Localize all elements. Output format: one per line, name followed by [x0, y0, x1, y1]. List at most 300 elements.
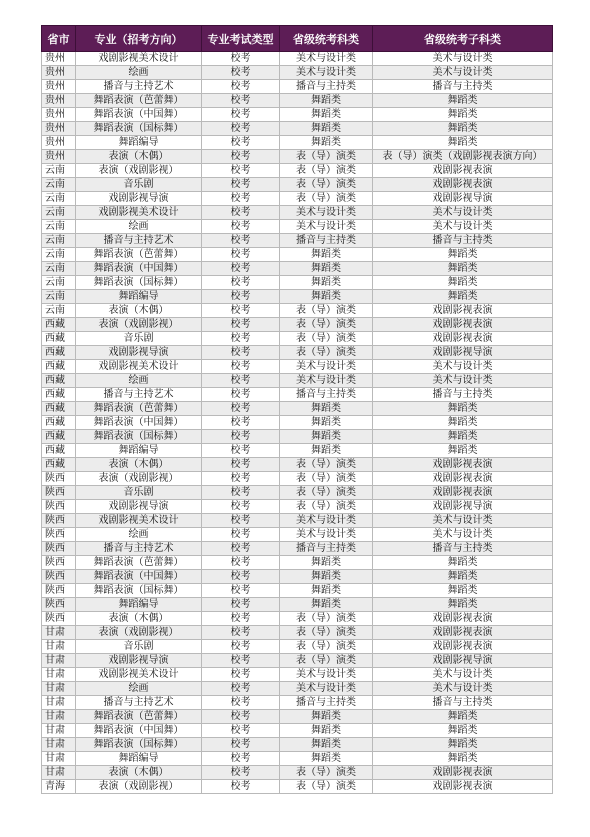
table-row [42, 458, 553, 472]
cell-exam-type: 校考 [202, 276, 280, 290]
table-row [42, 696, 553, 710]
cell-province: 西藏 [42, 458, 76, 472]
cell-province: 陕西 [42, 556, 76, 570]
cell-subcategory: 美术与设计类 [373, 52, 553, 66]
header-province: 省市 [42, 26, 76, 52]
cell-exam-type: 校考 [202, 458, 280, 472]
table-row [42, 556, 553, 570]
cell-category: 舞蹈类 [280, 570, 373, 584]
cell-province: 西藏 [42, 360, 76, 374]
cell-province: 西藏 [42, 388, 76, 402]
cell-province: 甘肃 [42, 766, 76, 780]
cell-exam-type: 校考 [202, 108, 280, 122]
cell-province: 西藏 [42, 346, 76, 360]
cell-province: 云南 [42, 206, 76, 220]
cell-category: 表（导）演类 [280, 612, 373, 626]
cell-exam-type: 校考 [202, 402, 280, 416]
cell-category: 舞蹈类 [280, 710, 373, 724]
cell-major: 舞蹈表演（中国舞） [76, 724, 202, 738]
cell-major: 舞蹈表演（国标舞） [76, 122, 202, 136]
cell-subcategory: 舞蹈类 [373, 136, 553, 150]
table-row [42, 752, 553, 766]
table-row [42, 542, 553, 556]
cell-province: 云南 [42, 262, 76, 276]
cell-major: 表演（戏剧影视） [76, 780, 202, 794]
cell-subcategory: 播音与主持类 [373, 542, 553, 556]
cell-exam-type: 校考 [202, 136, 280, 150]
cell-major: 戏剧影视美术设计 [76, 52, 202, 66]
cell-exam-type: 校考 [202, 556, 280, 570]
cell-subcategory: 美术与设计类 [373, 668, 553, 682]
table-row [42, 500, 553, 514]
cell-province: 甘肃 [42, 654, 76, 668]
cell-province: 贵州 [42, 80, 76, 94]
cell-subcategory: 舞蹈类 [373, 570, 553, 584]
cell-province: 西藏 [42, 402, 76, 416]
cell-province: 云南 [42, 192, 76, 206]
table-row [42, 584, 553, 598]
cell-province: 云南 [42, 220, 76, 234]
table-row [42, 528, 553, 542]
cell-major: 播音与主持艺术 [76, 542, 202, 556]
cell-category: 播音与主持类 [280, 234, 373, 248]
table-header [42, 26, 553, 52]
cell-major: 戏剧影视美术设计 [76, 206, 202, 220]
cell-subcategory: 舞蹈类 [373, 556, 553, 570]
cell-category: 表（导）演类 [280, 654, 373, 668]
cell-province: 云南 [42, 164, 76, 178]
cell-subcategory: 戏剧影视表演 [373, 318, 553, 332]
cell-province: 甘肃 [42, 738, 76, 752]
cell-subcategory: 播音与主持类 [373, 80, 553, 94]
cell-major: 表演（木偶） [76, 458, 202, 472]
table-row [42, 626, 553, 640]
cell-major: 表演（戏剧影视） [76, 318, 202, 332]
cell-subcategory: 播音与主持类 [373, 234, 553, 248]
cell-category: 美术与设计类 [280, 668, 373, 682]
table-row [42, 598, 553, 612]
cell-exam-type: 校考 [202, 122, 280, 136]
cell-major: 音乐剧 [76, 640, 202, 654]
cell-exam-type: 校考 [202, 500, 280, 514]
cell-province: 云南 [42, 234, 76, 248]
cell-category: 播音与主持类 [280, 388, 373, 402]
cell-major: 表演（木偶） [76, 150, 202, 164]
cell-major: 舞蹈编导 [76, 752, 202, 766]
table-row [42, 332, 553, 346]
cell-major: 舞蹈表演（中国舞） [76, 570, 202, 584]
cell-major: 戏剧影视美术设计 [76, 514, 202, 528]
cell-province: 陕西 [42, 598, 76, 612]
cell-subcategory: 戏剧影视导演 [373, 500, 553, 514]
cell-major: 表演（戏剧影视） [76, 472, 202, 486]
table-row [42, 654, 553, 668]
cell-major: 戏剧影视导演 [76, 346, 202, 360]
table-row [42, 66, 553, 80]
cell-province: 西藏 [42, 416, 76, 430]
cell-exam-type: 校考 [202, 332, 280, 346]
cell-major: 舞蹈编导 [76, 444, 202, 458]
cell-category: 表（导）演类 [280, 332, 373, 346]
cell-category: 美术与设计类 [280, 206, 373, 220]
cell-province: 西藏 [42, 332, 76, 346]
table-row [42, 388, 553, 402]
cell-major: 舞蹈编导 [76, 290, 202, 304]
cell-province: 贵州 [42, 122, 76, 136]
cell-subcategory: 美术与设计类 [373, 374, 553, 388]
cell-subcategory: 舞蹈类 [373, 430, 553, 444]
table-row [42, 416, 553, 430]
cell-province: 陕西 [42, 542, 76, 556]
cell-major: 舞蹈表演（国标舞） [76, 276, 202, 290]
cell-category: 表（导）演类 [280, 780, 373, 794]
cell-category: 舞蹈类 [280, 430, 373, 444]
cell-province: 西藏 [42, 318, 76, 332]
cell-province: 陕西 [42, 584, 76, 598]
table-row [42, 136, 553, 150]
cell-category: 舞蹈类 [280, 416, 373, 430]
table-row [42, 192, 553, 206]
cell-major: 戏剧影视导演 [76, 192, 202, 206]
table-row [42, 234, 553, 248]
table-row [42, 724, 553, 738]
cell-category: 舞蹈类 [280, 248, 373, 262]
cell-category: 舞蹈类 [280, 108, 373, 122]
cell-exam-type: 校考 [202, 738, 280, 752]
cell-exam-type: 校考 [202, 780, 280, 794]
cell-subcategory: 戏剧影视导演 [373, 654, 553, 668]
table-row [42, 570, 553, 584]
cell-exam-type: 校考 [202, 66, 280, 80]
cell-major: 播音与主持艺术 [76, 388, 202, 402]
table-row [42, 766, 553, 780]
cell-province: 陕西 [42, 570, 76, 584]
cell-major: 绘画 [76, 220, 202, 234]
table-row [42, 346, 553, 360]
cell-subcategory: 戏剧影视表演 [373, 164, 553, 178]
table-row [42, 402, 553, 416]
cell-category: 舞蹈类 [280, 598, 373, 612]
cell-exam-type: 校考 [202, 640, 280, 654]
cell-province: 贵州 [42, 108, 76, 122]
cell-exam-type: 校考 [202, 304, 280, 318]
cell-exam-type: 校考 [202, 94, 280, 108]
cell-exam-type: 校考 [202, 164, 280, 178]
cell-category: 表（导）演类 [280, 150, 373, 164]
cell-subcategory: 舞蹈类 [373, 262, 553, 276]
cell-exam-type: 校考 [202, 486, 280, 500]
cell-province: 陕西 [42, 528, 76, 542]
cell-category: 舞蹈类 [280, 94, 373, 108]
cell-exam-type: 校考 [202, 234, 280, 248]
cell-category: 表（导）演类 [280, 304, 373, 318]
cell-province: 甘肃 [42, 668, 76, 682]
cell-major: 绘画 [76, 66, 202, 80]
cell-major: 舞蹈表演（芭蕾舞） [76, 94, 202, 108]
cell-category: 美术与设计类 [280, 374, 373, 388]
cell-exam-type: 校考 [202, 752, 280, 766]
cell-subcategory: 戏剧影视表演 [373, 780, 553, 794]
cell-major: 戏剧影视导演 [76, 654, 202, 668]
cell-subcategory: 美术与设计类 [373, 66, 553, 80]
cell-exam-type: 校考 [202, 192, 280, 206]
cell-major: 音乐剧 [76, 178, 202, 192]
cell-subcategory: 舞蹈类 [373, 752, 553, 766]
cell-exam-type: 校考 [202, 416, 280, 430]
cell-exam-type: 校考 [202, 598, 280, 612]
cell-major: 戏剧影视导演 [76, 500, 202, 514]
table-row [42, 668, 553, 682]
cell-subcategory: 舞蹈类 [373, 402, 553, 416]
cell-subcategory: 播音与主持类 [373, 696, 553, 710]
cell-category: 舞蹈类 [280, 556, 373, 570]
cell-category: 表（导）演类 [280, 486, 373, 500]
cell-province: 青海 [42, 780, 76, 794]
cell-major: 戏剧影视美术设计 [76, 360, 202, 374]
cell-major: 舞蹈表演（芭蕾舞） [76, 556, 202, 570]
cell-category: 表（导）演类 [280, 178, 373, 192]
cell-category: 播音与主持类 [280, 80, 373, 94]
table-row [42, 248, 553, 262]
cell-exam-type: 校考 [202, 472, 280, 486]
cell-subcategory: 戏剧影视表演 [373, 626, 553, 640]
cell-exam-type: 校考 [202, 262, 280, 276]
cell-province: 云南 [42, 276, 76, 290]
cell-category: 舞蹈类 [280, 262, 373, 276]
cell-category: 美术与设计类 [280, 220, 373, 234]
cell-exam-type: 校考 [202, 178, 280, 192]
table-row [42, 304, 553, 318]
cell-major: 音乐剧 [76, 486, 202, 500]
cell-exam-type: 校考 [202, 220, 280, 234]
cell-exam-type: 校考 [202, 668, 280, 682]
cell-major: 舞蹈表演（国标舞） [76, 738, 202, 752]
cell-exam-type: 校考 [202, 388, 280, 402]
cell-major: 舞蹈编导 [76, 598, 202, 612]
cell-category: 表（导）演类 [280, 766, 373, 780]
cell-subcategory: 舞蹈类 [373, 122, 553, 136]
cell-category: 美术与设计类 [280, 528, 373, 542]
cell-major: 播音与主持艺术 [76, 80, 202, 94]
table-row [42, 52, 553, 66]
cell-subcategory: 舞蹈类 [373, 416, 553, 430]
table-row [42, 738, 553, 752]
cell-category: 表（导）演类 [280, 164, 373, 178]
cell-major: 播音与主持艺术 [76, 696, 202, 710]
cell-exam-type: 校考 [202, 626, 280, 640]
cell-province: 贵州 [42, 52, 76, 66]
cell-province: 西藏 [42, 430, 76, 444]
cell-province: 陕西 [42, 612, 76, 626]
cell-major: 舞蹈表演（芭蕾舞） [76, 402, 202, 416]
data-table [41, 25, 553, 794]
cell-major: 舞蹈表演（中国舞） [76, 416, 202, 430]
cell-exam-type: 校考 [202, 766, 280, 780]
table-body [42, 52, 553, 794]
cell-subcategory: 戏剧影视表演 [373, 766, 553, 780]
cell-province: 西藏 [42, 374, 76, 388]
header-row [42, 26, 553, 52]
cell-major: 绘画 [76, 682, 202, 696]
cell-category: 播音与主持类 [280, 696, 373, 710]
table-row [42, 94, 553, 108]
cell-major: 舞蹈表演（中国舞） [76, 262, 202, 276]
cell-subcategory: 戏剧影视表演 [373, 486, 553, 500]
cell-exam-type: 校考 [202, 430, 280, 444]
cell-subcategory: 戏剧影视导演 [373, 192, 553, 206]
cell-subcategory: 播音与主持类 [373, 388, 553, 402]
cell-province: 陕西 [42, 486, 76, 500]
cell-subcategory: 舞蹈类 [373, 710, 553, 724]
cell-province: 甘肃 [42, 640, 76, 654]
table-row [42, 80, 553, 94]
cell-major: 播音与主持艺术 [76, 234, 202, 248]
cell-category: 美术与设计类 [280, 514, 373, 528]
table-row [42, 472, 553, 486]
cell-major: 舞蹈表演（芭蕾舞） [76, 710, 202, 724]
cell-province: 甘肃 [42, 724, 76, 738]
cell-exam-type: 校考 [202, 612, 280, 626]
cell-category: 美术与设计类 [280, 682, 373, 696]
cell-province: 云南 [42, 290, 76, 304]
cell-major: 表演（木偶） [76, 766, 202, 780]
cell-exam-type: 校考 [202, 696, 280, 710]
cell-exam-type: 校考 [202, 514, 280, 528]
cell-category: 舞蹈类 [280, 584, 373, 598]
header-exam-type: 专业考试类型 [202, 26, 280, 52]
table-row [42, 444, 553, 458]
cell-subcategory: 舞蹈类 [373, 738, 553, 752]
cell-major: 音乐剧 [76, 332, 202, 346]
cell-exam-type: 校考 [202, 682, 280, 696]
table-row [42, 640, 553, 654]
cell-exam-type: 校考 [202, 290, 280, 304]
cell-category: 美术与设计类 [280, 66, 373, 80]
cell-major: 绘画 [76, 374, 202, 388]
table-row [42, 612, 553, 626]
cell-province: 甘肃 [42, 752, 76, 766]
cell-subcategory: 舞蹈类 [373, 276, 553, 290]
cell-major: 表演（木偶） [76, 612, 202, 626]
cell-exam-type: 校考 [202, 710, 280, 724]
cell-category: 舞蹈类 [280, 290, 373, 304]
table-row [42, 276, 553, 290]
cell-category: 表（导）演类 [280, 626, 373, 640]
cell-subcategory: 戏剧影视表演 [373, 640, 553, 654]
cell-category: 舞蹈类 [280, 724, 373, 738]
cell-subcategory: 舞蹈类 [373, 94, 553, 108]
header-major: 专业（招考方向） [76, 26, 202, 52]
cell-subcategory: 戏剧影视表演 [373, 472, 553, 486]
table-row [42, 360, 553, 374]
cell-province: 甘肃 [42, 696, 76, 710]
cell-exam-type: 校考 [202, 80, 280, 94]
cell-category: 表（导）演类 [280, 192, 373, 206]
cell-category: 表（导）演类 [280, 472, 373, 486]
table-row [42, 150, 553, 164]
cell-subcategory: 美术与设计类 [373, 528, 553, 542]
cell-subcategory: 美术与设计类 [373, 360, 553, 374]
cell-category: 舞蹈类 [280, 738, 373, 752]
table-row [42, 318, 553, 332]
cell-exam-type: 校考 [202, 248, 280, 262]
cell-subcategory: 舞蹈类 [373, 584, 553, 598]
cell-subcategory: 表（导）演类（戏剧影视表演方向） [373, 150, 553, 164]
cell-subcategory: 戏剧影视表演 [373, 304, 553, 318]
table-row [42, 710, 553, 724]
cell-category: 舞蹈类 [280, 122, 373, 136]
cell-exam-type: 校考 [202, 360, 280, 374]
cell-province: 贵州 [42, 150, 76, 164]
table-row [42, 430, 553, 444]
cell-major: 舞蹈表演（国标舞） [76, 430, 202, 444]
table-row [42, 220, 553, 234]
cell-province: 云南 [42, 248, 76, 262]
cell-subcategory: 美术与设计类 [373, 220, 553, 234]
cell-province: 贵州 [42, 136, 76, 150]
cell-province: 云南 [42, 304, 76, 318]
cell-major: 舞蹈表演（芭蕾舞） [76, 248, 202, 262]
cell-exam-type: 校考 [202, 584, 280, 598]
table-row [42, 514, 553, 528]
cell-category: 表（导）演类 [280, 640, 373, 654]
cell-category: 舞蹈类 [280, 444, 373, 458]
cell-subcategory: 美术与设计类 [373, 206, 553, 220]
cell-subcategory: 戏剧影视表演 [373, 458, 553, 472]
cell-province: 甘肃 [42, 626, 76, 640]
cell-category: 美术与设计类 [280, 52, 373, 66]
cell-major: 戏剧影视美术设计 [76, 668, 202, 682]
cell-major: 绘画 [76, 528, 202, 542]
cell-exam-type: 校考 [202, 654, 280, 668]
cell-province: 陕西 [42, 500, 76, 514]
cell-exam-type: 校考 [202, 150, 280, 164]
cell-subcategory: 戏剧影视表演 [373, 332, 553, 346]
cell-province: 甘肃 [42, 710, 76, 724]
cell-exam-type: 校考 [202, 444, 280, 458]
header-category: 省级统考科类 [280, 26, 373, 52]
cell-category: 舞蹈类 [280, 752, 373, 766]
cell-province: 陕西 [42, 514, 76, 528]
cell-province: 甘肃 [42, 682, 76, 696]
cell-category: 舞蹈类 [280, 276, 373, 290]
table-row [42, 178, 553, 192]
table-row [42, 682, 553, 696]
cell-exam-type: 校考 [202, 724, 280, 738]
table-row [42, 122, 553, 136]
table-row [42, 262, 553, 276]
cell-province: 贵州 [42, 94, 76, 108]
cell-subcategory: 戏剧影视表演 [373, 178, 553, 192]
cell-subcategory: 舞蹈类 [373, 724, 553, 738]
table-row [42, 290, 553, 304]
table-row [42, 108, 553, 122]
cell-subcategory: 舞蹈类 [373, 444, 553, 458]
cell-category: 舞蹈类 [280, 136, 373, 150]
cell-exam-type: 校考 [202, 346, 280, 360]
cell-exam-type: 校考 [202, 374, 280, 388]
table-row [42, 164, 553, 178]
cell-exam-type: 校考 [202, 52, 280, 66]
cell-subcategory: 美术与设计类 [373, 514, 553, 528]
cell-category: 舞蹈类 [280, 402, 373, 416]
cell-major: 舞蹈表演（国标舞） [76, 584, 202, 598]
cell-category: 表（导）演类 [280, 458, 373, 472]
cell-exam-type: 校考 [202, 528, 280, 542]
header-subcategory: 省级统考子科类 [373, 26, 553, 52]
cell-subcategory: 舞蹈类 [373, 108, 553, 122]
cell-province: 贵州 [42, 66, 76, 80]
